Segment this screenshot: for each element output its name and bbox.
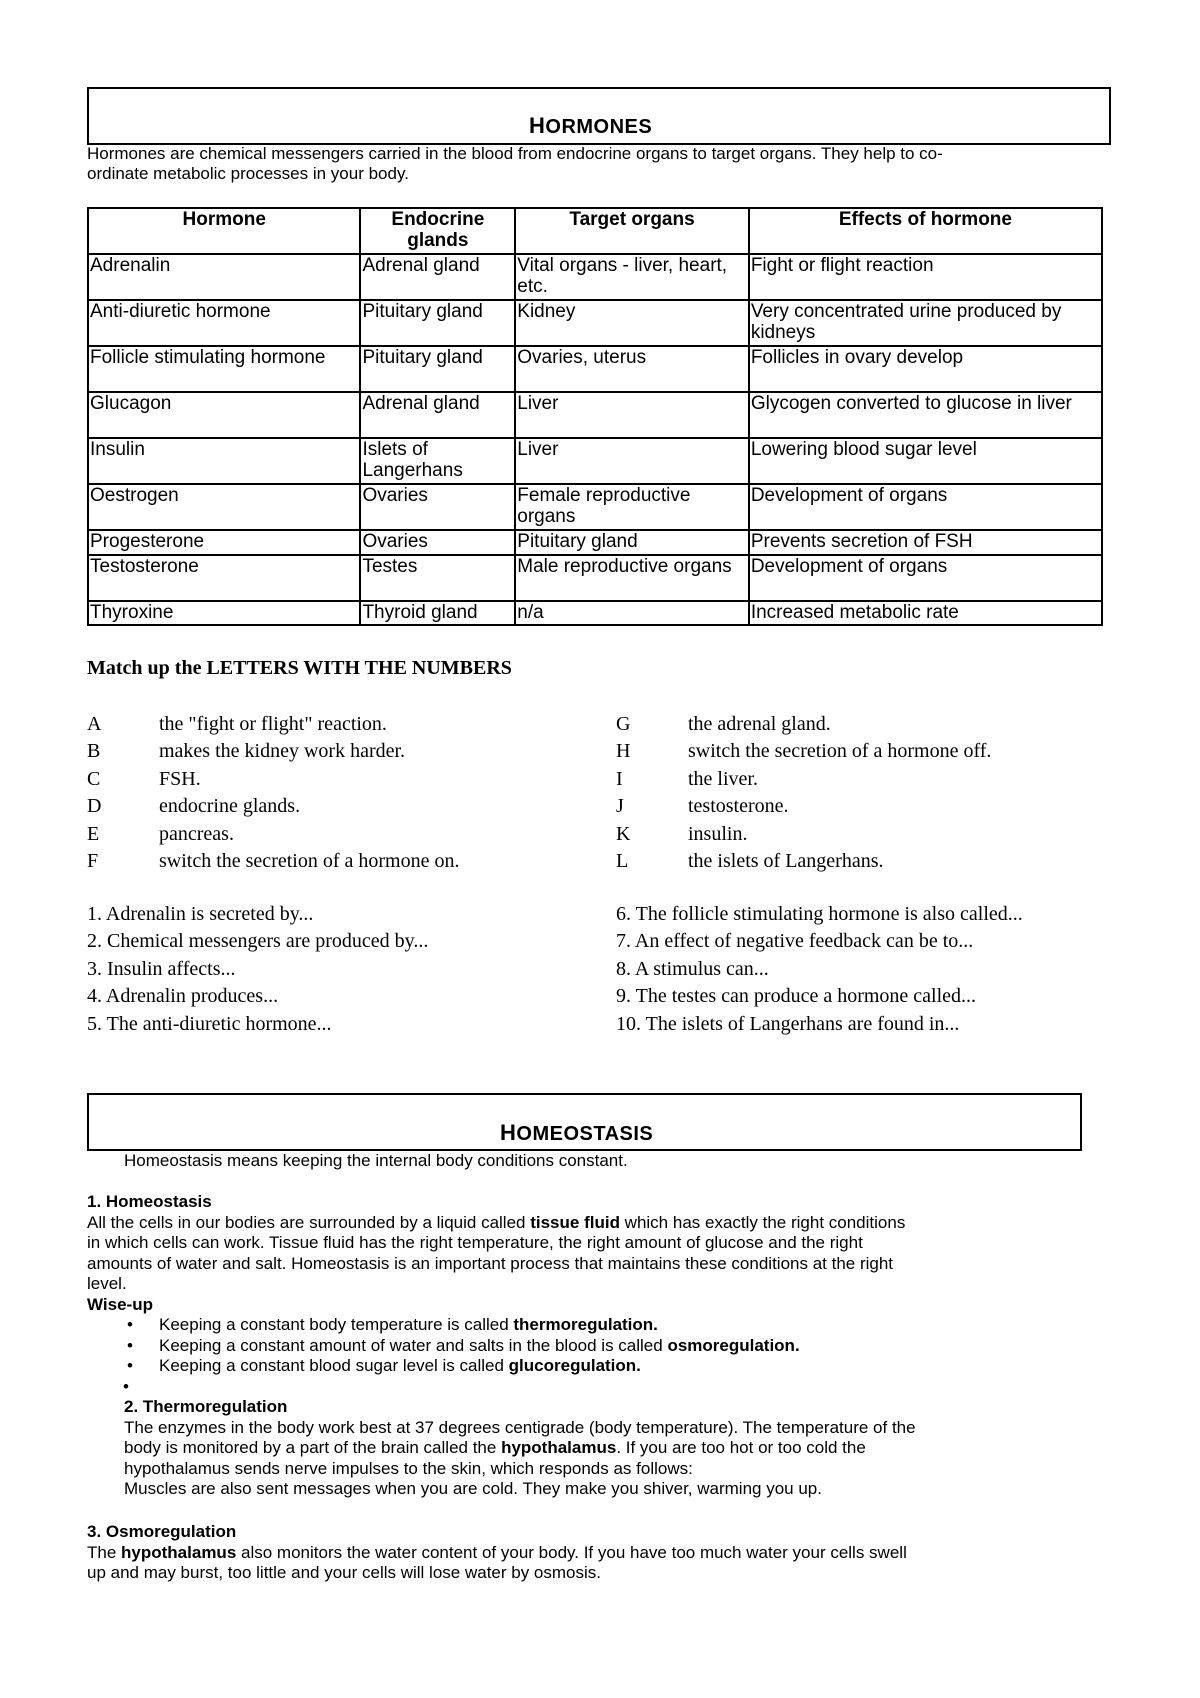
table-cell: Islets of Langerhans — [360, 438, 515, 484]
table-cell: Testes — [360, 555, 515, 601]
paragraph-line: All the cells in our bodies are surrounded by a liquid called tissue fluid which has exactly the right conditions — [87, 1212, 906, 1232]
match-title: Match up the LETTERS WITH THE NUMBERS — [87, 657, 512, 679]
table-cell: Adrenalin — [88, 254, 360, 300]
table-header-cell: Hormone — [88, 208, 360, 254]
list-item: B makes the kidney work harder. — [87, 740, 406, 763]
paragraph-line: in which cells can work. Tissue fluid has the right temperature, the right amount of glucose and the right — [87, 1233, 863, 1252]
bullet-icon: • — [127, 1335, 133, 1355]
letters-right — [616, 711, 1116, 875]
table-cell: Kidney — [515, 300, 749, 346]
section-heading: 1. Homeostasis — [87, 1192, 212, 1211]
bullet-icon: • — [127, 1315, 133, 1334]
list-item: H switch the secretion of a hormone off. — [616, 740, 992, 763]
table-header-row — [88, 208, 1102, 254]
list-item — [87, 1377, 1117, 1398]
table-row — [88, 392, 1102, 438]
table-cell: Glucagon — [88, 392, 360, 438]
homeostasis-intro: Homeostasis means keeping the internal body conditions constant. — [124, 1151, 628, 1170]
table-cell: Adrenal gland — [360, 254, 515, 300]
section-osmoregulation — [87, 1522, 1117, 1584]
table-cell: Thyroid gland — [360, 601, 515, 625]
table-cell: Lowering blood sugar level — [749, 438, 1102, 484]
table-cell: Prevents secretion of FSH — [749, 530, 1102, 555]
list-item: • Keeping a constant blood sugar level is called glucoregulation. — [127, 1356, 641, 1375]
paragraph-line: hypothalamus sends nerve impulses to the skin, which responds as follows: — [124, 1458, 693, 1478]
letters-left — [87, 711, 607, 875]
table-cell: Follicle stimulating hormone — [88, 346, 360, 392]
homeostasis-title: HOMEOSTASIS — [500, 1120, 654, 1145]
list-item: K insulin. — [616, 822, 748, 845]
list-item: • Keeping a constant amount of water and salts in the blood is called osmoregulation. — [127, 1335, 800, 1355]
table-cell: Vital organs - liver, heart, etc. — [515, 254, 749, 300]
paragraph-line: The enzymes in the body work best at 37 degrees centigrade (body temperature). The temperature of the — [124, 1417, 916, 1437]
paragraph-line: The hypothalamus also monitors the water content of your body. If you have too much water your cells swell — [87, 1542, 907, 1562]
list-item: J testosterone. — [616, 795, 789, 818]
table-cell: Ovaries — [360, 484, 515, 530]
section-thermoregulation — [124, 1397, 1114, 1500]
table-cell: Follicles in ovary develop — [749, 346, 1102, 392]
table-cell: Progesterone — [88, 530, 360, 555]
table-cell: Development of organs — [749, 484, 1102, 530]
question-item: 6. The follicle stimulating hormone is also called... — [616, 903, 1023, 925]
paragraph-line: body is monitored by a part of the brain called the hypothalamus. If you are too hot or too cold the — [124, 1438, 866, 1457]
question-item: 9. The testes can produce a hormone called... — [616, 985, 977, 1008]
table-row — [88, 530, 1102, 555]
table-cell: Thyroxine — [88, 601, 360, 625]
table-row — [88, 300, 1102, 346]
table-cell: Fight or flight reaction — [749, 254, 1102, 300]
table-cell: Very concentrated urine produced by kidneys — [749, 300, 1102, 346]
table-cell: Ovaries — [360, 530, 515, 555]
list-item: E pancreas. — [87, 822, 234, 845]
list-item: D endocrine glands. — [87, 795, 301, 818]
paragraph-line: up and may burst, too little and your cells will lose water by osmosis. — [87, 1563, 602, 1582]
bullet-icon: • — [127, 1356, 133, 1375]
table-cell: Ovaries, uterus — [515, 346, 749, 392]
table-row — [88, 346, 1102, 392]
table-cell: Glycogen converted to glucose in liver — [749, 392, 1102, 438]
question-item: 8. A stimulus can... — [616, 957, 769, 980]
table-cell: Liver — [515, 392, 749, 438]
question-item: 2. Chemical messengers are produced by... — [87, 930, 429, 953]
question-item: 3. Insulin affects... — [87, 957, 236, 980]
section-heading: 2. Thermoregulation — [124, 1397, 288, 1416]
paragraph-line: Muscles are also sent messages when you are cold. They make you shiver, warming you up. — [124, 1479, 822, 1498]
table-row — [88, 601, 1102, 625]
list-item: A the "fight or flight" reaction. — [87, 713, 387, 735]
questions-left — [87, 901, 428, 1038]
section-homeostasis — [87, 1192, 1117, 1397]
question-item: 7. An effect of negative feedback can be to... — [616, 930, 974, 953]
question-item: 1. Adrenalin is secreted by... — [87, 903, 314, 925]
list-item: • Keeping a constant body temperature is called thermoregulation. — [127, 1315, 658, 1334]
hormones-intro: Hormones are chemical messengers carried in the blood from endocrine organs to target organs. They help to co- ordinate metabolic processes in your body. — [87, 144, 943, 183]
table-cell: Increased metabolic rate — [749, 601, 1102, 625]
table-row — [88, 254, 1102, 300]
table-cell: Adrenal gland — [360, 392, 515, 438]
hormones-title: HORMONES — [529, 113, 653, 138]
table-cell: Oestrogen — [88, 484, 360, 530]
table-cell: Pituitary gland — [360, 300, 515, 346]
table-row — [88, 555, 1102, 601]
table-cell: Pituitary gland — [515, 530, 749, 555]
table-cell: Development of organs — [749, 555, 1102, 601]
list-item: C FSH. — [87, 767, 201, 790]
wise-up-list — [87, 1315, 1117, 1397]
table-cell: Liver — [515, 438, 749, 484]
table-header-cell: Endocrine glands — [360, 208, 515, 254]
hormones-table — [87, 207, 1103, 626]
table-cell: n/a — [515, 601, 749, 625]
questions-right — [616, 901, 1023, 1038]
wise-up-heading: Wise-up — [87, 1294, 153, 1314]
section-heading: 3. Osmoregulation — [87, 1522, 237, 1541]
question-item: 5. The anti-diuretic hormone... — [87, 1012, 332, 1035]
table-header-cell: Effects of hormone — [749, 208, 1102, 254]
table-header-cell: Target organs — [515, 208, 749, 254]
question-item: 10. The islets of Langerhans are found in... — [616, 1012, 960, 1035]
table-cell: Male reproductive organs — [515, 555, 749, 601]
paragraph-line: amounts of water and salt. Homeostasis is an important process that maintains these conditions at the right — [87, 1253, 894, 1273]
list-item: L the islets of Langerhans. — [616, 849, 884, 872]
list-item: F switch the secretion of a hormone on. — [87, 849, 460, 872]
table-cell: Female reproductive organs — [515, 484, 749, 530]
table-cell: Anti-diuretic hormone — [88, 300, 360, 346]
table-row — [88, 438, 1102, 484]
paragraph-line: level. — [87, 1274, 127, 1293]
list-item: I the liver. — [616, 767, 758, 790]
bullet-icon: • — [123, 1376, 129, 1396]
table-cell: Testosterone — [88, 555, 360, 601]
question-item: 4. Adrenalin produces... — [87, 985, 279, 1008]
list-item: G the adrenal gland. — [616, 713, 831, 735]
table-row — [88, 484, 1102, 530]
table-cell: Pituitary gland — [360, 346, 515, 392]
table-cell: Insulin — [88, 438, 360, 484]
